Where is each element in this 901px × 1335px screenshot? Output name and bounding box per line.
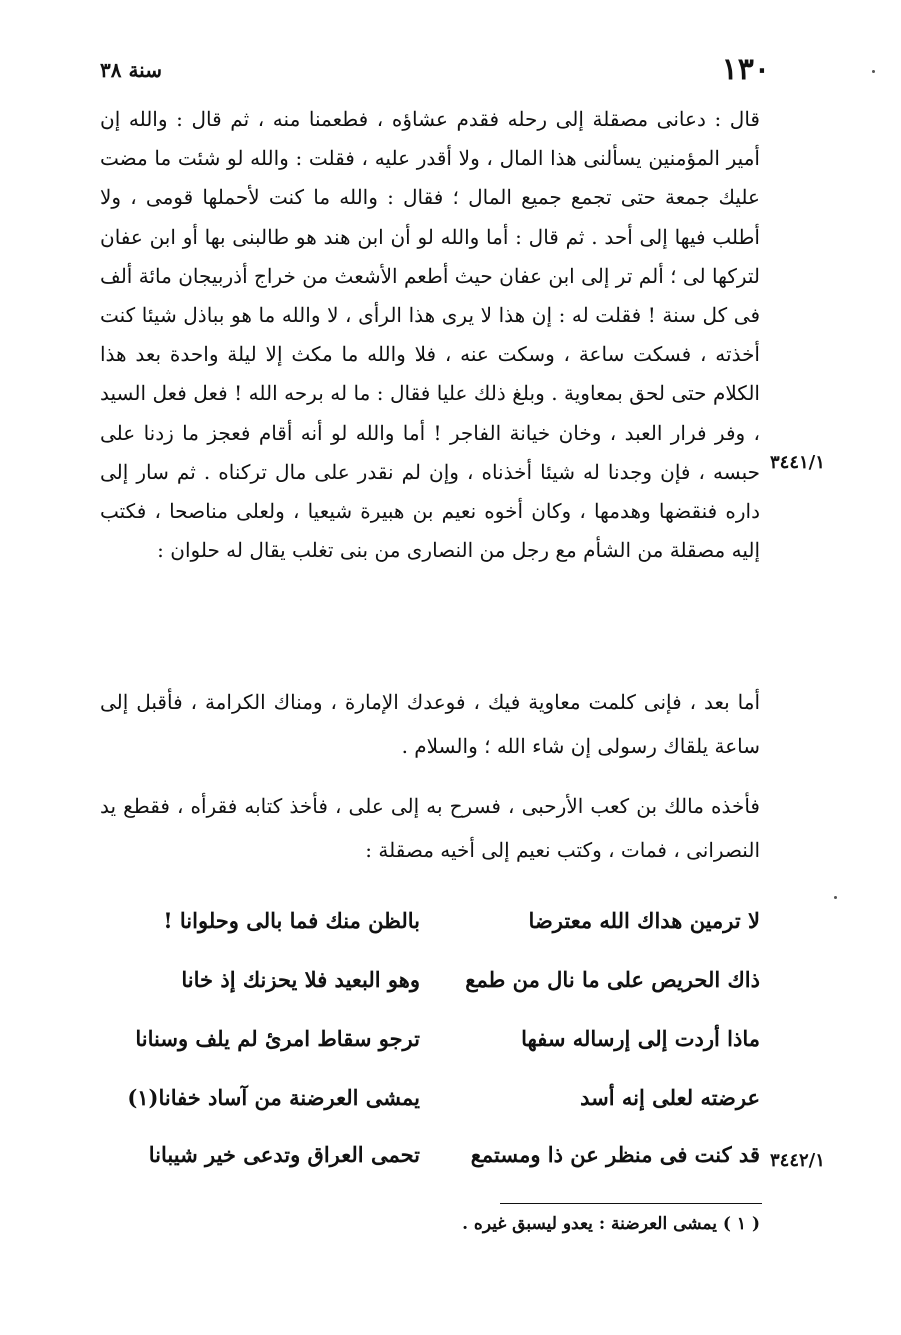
verse-second-hemistich: ترجو سقاط امرئ لم يلف وسنانا	[135, 1026, 420, 1051]
footnote-divider	[500, 1203, 762, 1204]
page-number: ١٣٠	[721, 52, 770, 87]
body-paragraph: قال : دعانى مصقلة إلى رحله فقدم عشاؤه ، فطعمنا منه ، ثم قال : والله إن أمير المؤمنين يسألنى هذا المال ، ولا أقدر عليه ، فقلت : والله لو شئت ما مضت عليك جمعة حتى تجمع جميع المال ؛ فقال : والله ما كنت لأحملها قومى ، ولا أطلب فيها إلى أحد . ثم قال : أما والله لو أن ابن هند هو طالبنى بها أو ابن عفان لتركها لى ؛ ألم تر إلى ابن عفان حيث أطعم الأشعث من خراج أذربيجان مائة ألف فى كل سنة ! فقلت له : إن هذا لا يرى هذا الرأى ، لا والله ما هو بباذل شيئا كنت أخذته ، فسكت ساعة ، وسكت عنه ، فلا والله ما مكث إلا ليلة واحدة بعد هذا الكلام حتى لحق بمعاوية . وبلغ ذلك عليا فقال : ما له برحه الله ! فعل فعل السيد ، وفر فرار العبد ، وخان خيانة الفاجر ! أما والله لو أنه أقام فعجز ما زدنا على حبسه ، فإن وجدنا له شيئا أخذناه ، وإن لم نقدر على مال تركناه . ثم سار إلى داره فنقضها وهدمها ، وكان أخوه نعيم بن هبيرة شيعيا ، ولعلى مناصحا ، فكتب إليه مصقلة من الشأم مع رجل من النصارى من بنى تغلب يقال له حلوان :	[100, 107, 760, 563]
verse-line	[100, 1026, 760, 1066]
verse-first-hemistich: ذاك الحريص على ما نال من طمع	[465, 967, 760, 992]
verse-second-hemistich: وهو البعيد فلا يحزنك إذ خانا	[181, 967, 420, 992]
verse-line	[100, 1085, 760, 1125]
verse-first-hemistich: قد كنت فى منظر عن ذا ومستمع	[470, 1142, 760, 1167]
verse-line	[100, 967, 760, 1007]
footnote: ( ١ ) يمشى العرضنة : يعدو ليسبق غيره .	[462, 1214, 760, 1234]
verse-first-hemistich: لا ترمين هداك الله معترضا	[528, 908, 760, 933]
verse-second-hemistich: يمشى العرضنة من آساد خفانا(١)	[127, 1085, 420, 1110]
verse-first-hemistich: ماذا أردت إلى إرساله سفها	[521, 1026, 760, 1051]
verse-second-hemistich: بالظن منك فما بالى وحلوانا !	[163, 908, 420, 933]
verse-line	[100, 1142, 760, 1182]
print-speck	[872, 70, 875, 73]
letter-paragraph: أما بعد ، فإنى كلمت معاوية فيك ، فوعدك الإمارة ، ومناك الكرامة ، فأقبل إلى ساعة يلقاك رسولى إن شاء الله ؛ والسلام .	[100, 690, 760, 758]
year-label: سنة ٣٨	[100, 58, 162, 82]
print-speck	[834, 896, 837, 899]
verse-first-hemistich: عرضته لعلى إنه أسد	[580, 1085, 760, 1110]
margin-marker: ٣٤٤١/١	[770, 452, 825, 473]
verse-second-hemistich: تحمى العراق وتدعى خير شيبانا	[148, 1142, 420, 1167]
margin-marker: ٣٤٤٢/١	[770, 1150, 825, 1171]
body-paragraph: فأخذه مالك بن كعب الأرحبى ، فسرح به إلى على ، فأخذ كتابه فقرأه ، فقطع يد النصرانى ، فمات ، وكتب نعيم إلى أخيه مصقلة :	[100, 794, 760, 862]
verse-line	[100, 908, 760, 948]
